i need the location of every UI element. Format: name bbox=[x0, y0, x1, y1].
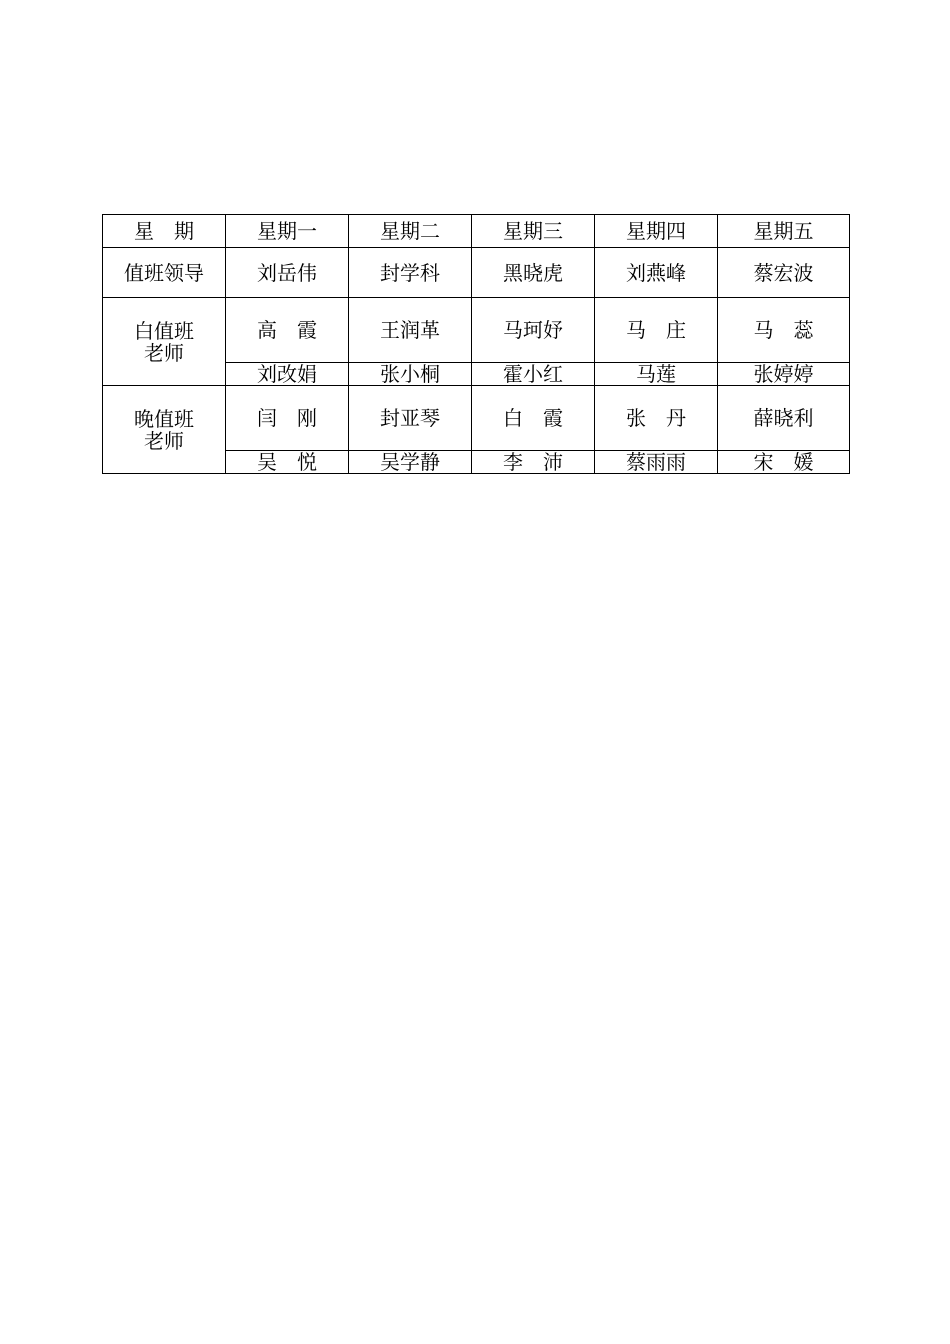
day-shift-thu-a: 马 庄 bbox=[595, 298, 718, 363]
day-shift-label-line2: 老师 bbox=[144, 340, 184, 365]
day-shift-tue-a: 王润革 bbox=[349, 298, 472, 363]
night-shift-mon-b: 吴 悦 bbox=[226, 451, 349, 474]
day-shift-row-label bbox=[103, 298, 226, 386]
leader-wed: 黑晓虎 bbox=[472, 248, 595, 298]
duty-schedule-table bbox=[102, 214, 850, 474]
day-shift-tue-b: 张小桐 bbox=[349, 363, 472, 386]
weekday-header: 星 期 bbox=[103, 215, 226, 248]
night-shift-tue-b: 吴学静 bbox=[349, 451, 472, 474]
day-header-fri: 星期五 bbox=[718, 215, 850, 248]
night-shift-tue-a: 封亚琴 bbox=[349, 386, 472, 451]
leader-row bbox=[103, 248, 850, 298]
day-shift-wed-b: 霍小红 bbox=[472, 363, 595, 386]
day-shift-fri-a: 马 蕊 bbox=[718, 298, 850, 363]
night-shift-wed-b: 李 沛 bbox=[472, 451, 595, 474]
leader-mon: 刘岳伟 bbox=[226, 248, 349, 298]
day-shift-fri-b: 张婷婷 bbox=[718, 363, 850, 386]
day-shift-thu-b: 马莲 bbox=[595, 363, 718, 386]
night-shift-mon-a: 闫 刚 bbox=[226, 386, 349, 451]
header-row bbox=[103, 215, 850, 248]
day-header-wed: 星期三 bbox=[472, 215, 595, 248]
day-header-thu: 星期四 bbox=[595, 215, 718, 248]
leader-thu: 刘燕峰 bbox=[595, 248, 718, 298]
leader-row-label: 值班领导 bbox=[103, 248, 226, 298]
night-shift-label-line2: 老师 bbox=[144, 428, 184, 453]
night-shift-row-a bbox=[103, 386, 850, 451]
day-shift-mon-b: 刘改娟 bbox=[226, 363, 349, 386]
night-shift-fri-b: 宋 媛 bbox=[718, 451, 850, 474]
leader-tue: 封学科 bbox=[349, 248, 472, 298]
night-shift-row-label bbox=[103, 386, 226, 474]
day-shift-label-line1: 白值班 bbox=[134, 318, 194, 343]
night-shift-thu-a: 张 丹 bbox=[595, 386, 718, 451]
day-shift-wed-a: 马珂妤 bbox=[472, 298, 595, 363]
day-shift-mon-a: 高 霞 bbox=[226, 298, 349, 363]
day-shift-row-a bbox=[103, 298, 850, 363]
leader-fri: 蔡宏波 bbox=[718, 248, 850, 298]
night-shift-thu-b: 蔡雨雨 bbox=[595, 451, 718, 474]
day-header-mon: 星期一 bbox=[226, 215, 349, 248]
night-shift-fri-a: 薛晓利 bbox=[718, 386, 850, 451]
day-header-tue: 星期二 bbox=[349, 215, 472, 248]
night-shift-label-line1: 晚值班 bbox=[134, 406, 194, 431]
night-shift-wed-a: 白 霞 bbox=[472, 386, 595, 451]
